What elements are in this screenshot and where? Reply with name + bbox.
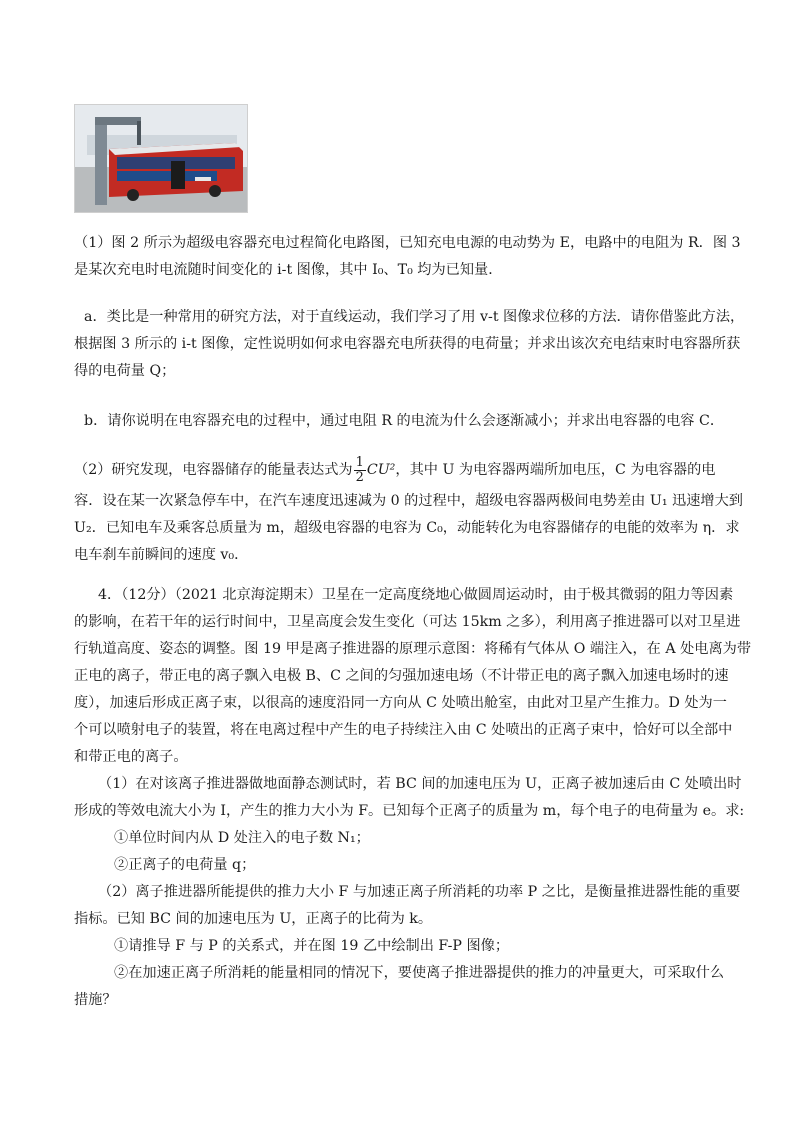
part-b-text (74, 408, 725, 435)
q4-line: 行轨道高度、姿态的调整。图 19 甲是离子推进器的原理示意图：将稀有气体从 O 端注入，在 A 处电离为带 (74, 641, 752, 657)
part-a-line: 得的电荷量 Q； (74, 363, 176, 379)
q4-2-sub: ②在加速正离子所消耗的能量相同的情况下，要使离子推进器提供的推力的冲量更大，可采取什么 (114, 965, 725, 981)
part-2-line: 电车刹车前瞬间的速度 v₀． (74, 547, 249, 563)
q4-1-sub: ②正离子的电荷量 q； (114, 857, 256, 873)
bus-illustration (75, 105, 247, 212)
q4-1-line: 形成的等效电流大小为 I，产生的推力大小为 F。已知每个正离子的质量为 m，每个电子的电荷量为 e。求: (74, 803, 745, 819)
one-half-fraction (354, 456, 366, 485)
part-2-trail: ，其中 U 为电容器两端所加电压，C 为电容器的电 (395, 462, 716, 478)
part-1-line: 是某次充电时电流随时间变化的 i-t 图像，其中 I₀、T₀ 均为已知量． (74, 262, 503, 278)
q4-line: 和带正电的离子。 (74, 749, 188, 765)
question-4-stem (74, 582, 752, 771)
q4-line: 个可以喷射电子的装置，将在电离过程中产生的电子持续注入由 C 处喷出的正离子束中，恰好可以全部中 (74, 722, 733, 738)
part-2-lead: （2）研究发现，电容器储存的能量表达式为 (74, 462, 353, 478)
part-2-line: 容．设在某一次紧急停车中，在汽车速度迅速减为 0 的过程中，超级电容器两极间电势差由 U₁ 迅速增大到 (74, 493, 743, 509)
part-2-line: U₂．已知电车及乘客总质量为 m，超级电容器的电容为 C₀，动能转化为电容器储存的电能的效率为 η．求 (74, 520, 740, 536)
question-4-part-1 (74, 771, 745, 879)
bus-charging-photo (74, 104, 248, 213)
fraction-denominator: 2 (355, 469, 364, 485)
q4-2-sub: 措施？ (74, 992, 117, 1008)
q4-1-line: （1）在对该离子推进器做地面静态测试时，若 BC 间的加速电压为 U，正离子被加速后由 C 处喷出时 (98, 776, 742, 792)
q4-2-line: （2）离子推进器所能提供的推力大小 F 与加速正离子所消耗的功率 P 之比，是衡量推进器性能的重要 (98, 884, 741, 900)
q4-line: 的影响，在若干年的运行时间中，卫星高度会发生变化（可达 15km 之多），利用离子推进器可以对卫星进 (74, 614, 741, 630)
q4-line: 度），加速后形成正离子束，以很高的速度沿同一方向从 C 处喷出舱室，由此对卫星产生推力。D 处为一 (74, 695, 727, 711)
part-1-line: （1）图 2 所示为超级电容器充电过程简化电路图，已知充电电源的电动势为 E，电路中的电阻为 R．图 3 (74, 235, 741, 251)
q4-1-sub: ①单位时间内从 D 处注入的电子数 N₁； (114, 830, 370, 846)
q4-2-sub: ①请推导 F 与 P 的关系式，并在图 19 乙中绘制出 F-P 图像； (114, 938, 510, 954)
energy-expression: CU² (366, 462, 396, 478)
q4-line: 4．（12分）（2021 北京海淀期末）卫星在一定高度绕地心做圆周运动时，由于极其微弱的阻力等因素 (98, 587, 734, 603)
q4-2-line: 指标。已知 BC 间的加速电压为 U，正离子的比荷为 k。 (74, 911, 433, 927)
fraction-numerator: 1 (355, 454, 364, 470)
part-b-line: b．请你说明在电容器充电的过程中，通过电阻 R 的电流为什么会逐渐减小；并求出电容器的电容 C． (84, 413, 725, 429)
part-a-line: 根据图 3 所示的 i-t 图像，定性说明如何求电容器充电所获得的电荷量；并求出该次充电结束时电容器所获 (74, 336, 741, 352)
part-a-line: a．类比是一种常用的研究方法，对于直线运动，我们学习了用 v-t 图像求位移的方法．请你借鉴此方法， (84, 309, 745, 325)
part-1-text (74, 230, 741, 284)
part-2-line-with-formula (74, 452, 722, 488)
part-2-text (74, 452, 743, 569)
part-a-text (74, 304, 745, 385)
question-4-part-2 (74, 879, 741, 1014)
q4-line: 正电的离子，带正电的离子飘入电极 B、C 之间的匀强加速电场（不计带正电的离子飘入加速电场时的速 (74, 668, 729, 684)
